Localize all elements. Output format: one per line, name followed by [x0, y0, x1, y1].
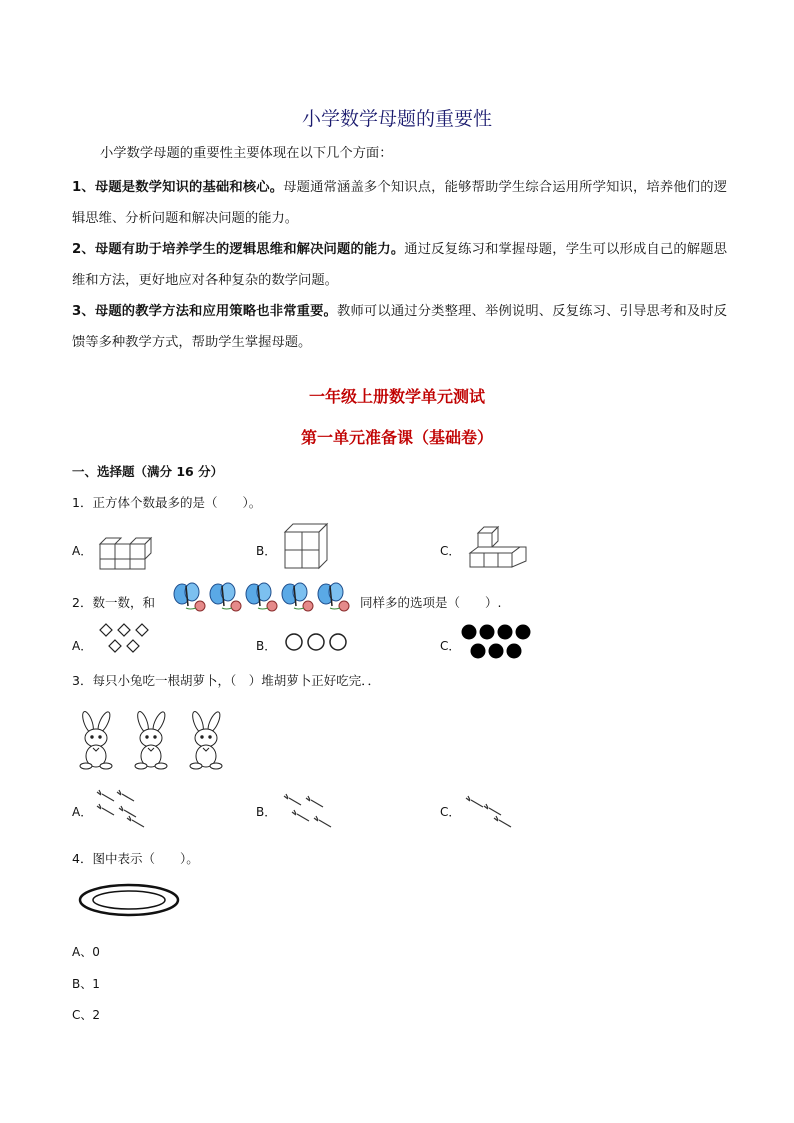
- page-title: 小学数学母题的重要性: [301, 108, 492, 130]
- q1-option-c-label[interactable]: C．: [440, 544, 461, 558]
- q1-option-a-cubes-icon: [100, 528, 160, 570]
- q3-option-c-label[interactable]: C．: [440, 805, 461, 819]
- q1-option-c-cubes-icon: [470, 527, 532, 571]
- q1-option-b-label[interactable]: B．: [256, 544, 277, 558]
- question-1-stem: 1．正方体个数最多的是（ ）。: [72, 495, 262, 510]
- question-2-stem-before: 2．数一数，和: [72, 595, 155, 610]
- empty-plate-icon: [78, 883, 182, 919]
- point-1: [72, 172, 727, 234]
- q1-option-b-cubes-icon: [285, 524, 335, 572]
- point-1-heading: 1、母题是数学知识的基础和核心。: [72, 180, 284, 195]
- q4-option-a[interactable]: A、0: [72, 945, 100, 959]
- q4-option-c[interactable]: C、2: [72, 1008, 101, 1022]
- question-3-stem: 3．每只小兔吃一根胡萝卜，（ ）堆胡萝卜正好吃完．．: [72, 673, 380, 688]
- q2-option-a-label[interactable]: A．: [72, 639, 93, 653]
- point-2-body: 通过反复练习和掌握母题，学生可以形成自己的解题思维和方法，更好地应对各种复杂的数学问题。: [72, 242, 727, 288]
- rabbits-icon: [74, 712, 234, 772]
- q1-option-a-label[interactable]: A．: [72, 544, 93, 558]
- point-2-heading: 2、母题有助于培养学生的逻辑思维和解决问题的能力。: [72, 242, 405, 257]
- question-2-stem-after: 同样多的选项是（ ）.: [360, 595, 502, 610]
- q2-option-b-circles-icon: [285, 633, 351, 653]
- point-3-heading: 3、母题的教学方法和应用策略也非常重要。: [72, 304, 338, 319]
- intro-text: 小学数学母题的重要性主要体现在以下几个方面：: [100, 146, 393, 161]
- q2-option-a-diamonds-icon: [100, 624, 152, 654]
- q3-option-a-label[interactable]: A．: [72, 805, 93, 819]
- butterfly-flower-row-icon: [172, 582, 352, 614]
- point-2: [72, 234, 727, 296]
- q3-option-a-carrots-icon: [97, 790, 157, 832]
- q3-option-b-carrots-icon: [284, 792, 344, 832]
- point-1-body: 母题通常涵盖多个知识点，能够帮助学生综合运用所学知识，培养他们的逻辑思维、分析问题和解决问题的能力。: [72, 180, 727, 226]
- test-title: 一年级上册数学单元测试: [308, 387, 485, 406]
- section-heading: 一、选择题（满分 16 分）: [72, 464, 224, 479]
- q2-option-b-label[interactable]: B．: [256, 639, 277, 653]
- q2-option-c-dots-icon: [461, 624, 535, 660]
- q4-option-b[interactable]: B、1: [72, 977, 100, 991]
- point-3-body: 教师可以通过分类整理、举例说明、反复练习、引导思考和及时反馈等多种教学方式，帮助学生掌握母题。: [72, 304, 727, 350]
- point-3: [72, 296, 727, 358]
- q3-option-c-carrots-icon: [466, 796, 526, 832]
- q3-option-b-label[interactable]: B．: [256, 805, 277, 819]
- q2-option-c-label[interactable]: C．: [440, 639, 461, 653]
- question-4-stem: 4．图中表示（ ）。: [72, 851, 199, 866]
- test-subtitle: 第一单元准备课（基础卷）: [300, 428, 493, 447]
